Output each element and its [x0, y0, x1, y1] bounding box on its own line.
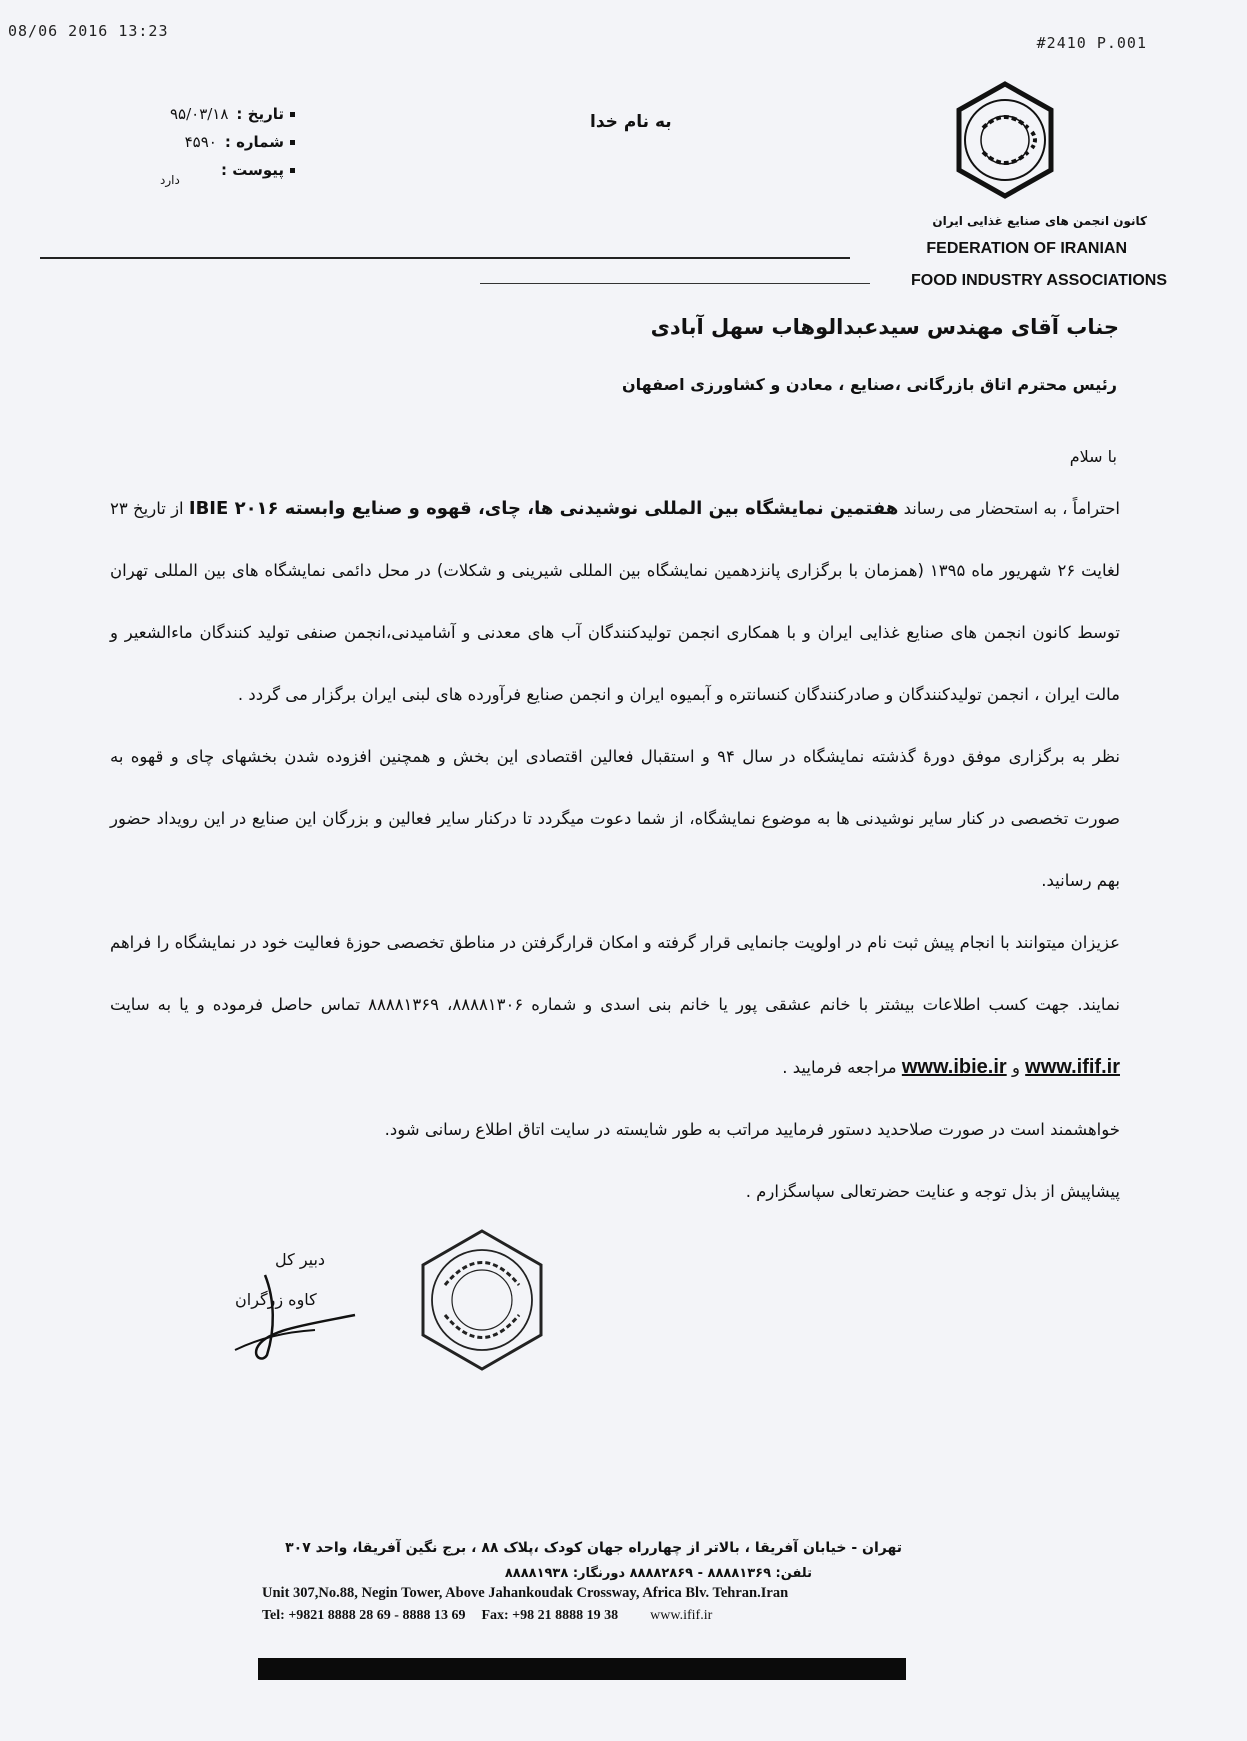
meta-date-label: تاریخ : — [236, 105, 284, 123]
footer-website[interactable]: www.ifif.ir — [650, 1608, 713, 1623]
org-name-en-line1: FEDERATION OF IRANIAN — [926, 240, 1127, 257]
meta-number-row — [125, 128, 295, 156]
recipient-name: جناب آقای مهندس سیدعبدالوهاب سهل آبادی — [650, 315, 1119, 339]
bismillah-heading: به نام خدا — [590, 112, 672, 132]
footer-tel: Tel: +9821 8888 28 69 - 8888 13 69 — [262, 1608, 466, 1623]
footer-address-fa: تهران - خیابان آفریقا ، بالاتر از چهارراه جهان کودک ،پلاک ۸۸ ، برج نگین آفریقا، واحد ۳۰۷ — [285, 1540, 902, 1556]
p1-intro: احتراماً ، به استحضار می رساند — [898, 499, 1120, 518]
greeting: با سلام — [1069, 447, 1117, 466]
fax-datetime: 08/06 2016 13:23 — [8, 22, 169, 40]
footer-phone-fa: تلفن: ۸۸۸۸۱۳۶۹ - ۸۸۸۸۲۸۶۹ دورنگار: ۸۸۸۸۱۹۳۸ — [504, 1566, 812, 1581]
event-name: هفتمین نمایشگاه بین المللی نوشیدنی ها، چای، قهوه و صنایع وابسته IBIE ۲۰۱۶ — [188, 498, 899, 519]
meta-attachment-value: دارد — [160, 173, 180, 187]
federation-logo-seal — [950, 80, 1060, 200]
org-name-en-line2: FOOD INDUSTRY ASSOCIATIONS — [910, 272, 1167, 289]
handwritten-signature — [205, 1270, 365, 1365]
p3-text: عزیزان میتوانند با انجام پیش ثبت نام در اولویت جانمایی قرار گرفته و امکان قرارگرفتن در مناطق تخصصی حوزهٔ فعالیت خود در نمایشگاه را فراهم نمایند. جهت کسب اطلاعات بیشتر با خانم عشقی پور یا خانم بنی اسدی و شماره ۸۸۸۸۱۳۰۶، ۸۸۸۸۱۳۶۹ تماس حاصل فرموده و یا به سایت — [110, 933, 1120, 1014]
meta-attachment-row — [125, 156, 295, 184]
footer-fax: Fax: +98 21 8888 19 38 — [481, 1608, 619, 1623]
official-stamp — [415, 1225, 550, 1375]
org-name-fa: کانون انجمن های صنایع غذایی ایران — [932, 214, 1147, 228]
p3-and: و — [1006, 1058, 1026, 1077]
paragraph-4: خواهشمند است در صورت صلاحدید دستور فرمایید مراتب به طور شایسته در سایت اتاق اطلاع رسانی شود. — [384, 1120, 1120, 1139]
letter-meta — [125, 100, 295, 187]
signatory-title: دبیر کل — [275, 1250, 326, 1269]
paragraph-1 — [110, 478, 1120, 726]
paragraph-3 — [110, 912, 1120, 1099]
bullet-icon — [290, 112, 295, 117]
signatory-name: کاوه زرگران — [235, 1290, 317, 1309]
letterhead-divider-lower — [480, 283, 870, 284]
letter-footer — [262, 1540, 902, 1624]
p1-rest: از تاریخ ۲۳ لغایت ۲۶ شهریور ماه ۱۳۹۵ (همزمان با برگزاری پانزدهمین نمایشگاه بین المللی شیرینی و شکلات) در محل دائمی نمایشگاه های بین المللی تهران توسط کانون انجمن های صنایع غذایی ایران و با همکاری انجمن تولیدکنندگان آب های معدنی و آشامیدنی،انجمن صنفی تولید کنندگان ماءالشعیر و مالت ایران ، انجمن تولیدکنندگان و صادرکنندگان کنسانتره و آبمیوه ایران و انجمن صنایع فرآورده های لبنی ایران برگزار می گردد . — [110, 499, 1120, 704]
meta-date-row — [125, 100, 295, 128]
ifif-link[interactable]: www.ifif.ir — [1025, 1056, 1120, 1078]
ibie-link[interactable]: www.ibie.ir — [901, 1056, 1007, 1078]
meta-date-value: ۹۵/۰۳/۱۸ — [169, 105, 229, 123]
letter-body — [110, 478, 1120, 1223]
p3-end: مراجعه فرمایید . — [782, 1058, 902, 1077]
bullet-icon — [290, 168, 295, 173]
meta-attachment-label: پیوست : — [220, 161, 284, 179]
bullet-icon — [290, 140, 295, 145]
fax-page-number: #2410 P.001 — [1036, 34, 1147, 52]
paragraph-5: پیشاپیش از بذل توجه و عنایت حضرتعالی سپاسگزارم . — [745, 1182, 1120, 1201]
footer-address-en: Unit 307,No.88, Negin Tower, Above Jahankoudak Crossway, Africa Blv. Tehran.Iran — [262, 1585, 789, 1601]
recipient-title: رئیس محترم اتاق بازرگانی ،صنایع ، معادن و کشاورزی اصفهان — [621, 375, 1117, 394]
meta-number-value: ۴۵۹۰ — [184, 133, 217, 151]
paragraph-2: نظر به برگزاری موفق دورهٔ گذشته نمایشگاه در سال ۹۴ و استقبال فعالین اقتصادی این بخش و همچنین افزوده شدن بخشهای چای و قهوه به صورت تخصصی در کنار سایر نوشیدنی ها به موضوع نمایشگاه، از شما دعوت میگردد تا درکنار سایر فعالین و بزرگان این صنایع در این رویداد حضور بهم رسانید. — [110, 747, 1120, 890]
meta-number-label: شماره : — [224, 133, 284, 151]
footer-black-bar — [258, 1658, 906, 1680]
footer-contacts-en — [262, 1608, 902, 1624]
letterhead-divider — [40, 257, 850, 259]
